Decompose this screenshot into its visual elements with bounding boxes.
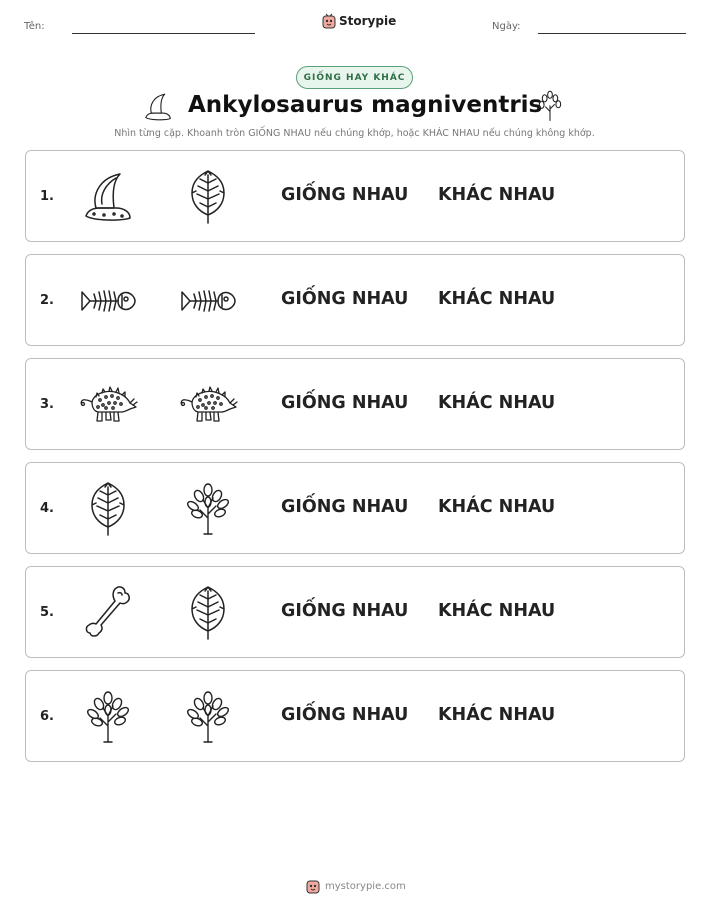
- footer-url: mystorypie.com: [325, 880, 406, 892]
- option-different[interactable]: KHÁC NHAU: [438, 185, 556, 205]
- brand-name: Storypie: [339, 14, 397, 28]
- footer: [306, 878, 406, 894]
- option-different[interactable]: KHÁC NHAU: [438, 497, 556, 517]
- option-same[interactable]: GIỐNG NHAU: [281, 185, 409, 205]
- tree-icon: [178, 479, 238, 539]
- ankylosaurus-icon: [178, 375, 238, 435]
- brand-logo: [322, 13, 396, 29]
- question-number: 2.: [40, 293, 54, 308]
- fish-skeleton-icon: [178, 271, 238, 331]
- option-different[interactable]: KHÁC NHAU: [438, 289, 556, 309]
- activity-badge: GIỐNG HAY KHÁC: [296, 66, 413, 89]
- date-label: Ngày:: [492, 21, 521, 32]
- question-number: 4.: [40, 501, 54, 516]
- leaf-icon: [78, 479, 138, 539]
- question-row: [25, 462, 685, 554]
- question-row: [25, 670, 685, 762]
- option-same[interactable]: GIỐNG NHAU: [281, 601, 409, 621]
- name-label: Tên:: [24, 21, 45, 32]
- ankylosaurus-icon: [78, 375, 138, 435]
- leaf-icon: [178, 167, 238, 227]
- dinosaur-tooth-icon: [143, 92, 173, 126]
- tree-icon: [178, 687, 238, 747]
- question-row: [25, 150, 685, 242]
- leaf-icon: [178, 583, 238, 643]
- option-same[interactable]: GIỐNG NHAU: [281, 705, 409, 725]
- storypie-logo-icon: [306, 878, 320, 894]
- question-number: 6.: [40, 709, 54, 724]
- tree-icon: [536, 90, 564, 126]
- question-row: [25, 254, 685, 346]
- question-number: 3.: [40, 397, 54, 412]
- option-same[interactable]: GIỐNG NHAU: [281, 393, 409, 413]
- option-same[interactable]: GIỐNG NHAU: [281, 497, 409, 517]
- title-row: [0, 90, 709, 124]
- question-number: 5.: [40, 605, 54, 620]
- question-number: 1.: [40, 189, 54, 204]
- bone-icon: [78, 583, 138, 643]
- name-input-line[interactable]: [72, 33, 255, 34]
- dinosaur-tooth-icon: [78, 167, 138, 227]
- date-input-line[interactable]: [538, 33, 686, 34]
- question-list: [25, 150, 685, 774]
- question-row: [25, 566, 685, 658]
- tree-icon: [78, 687, 138, 747]
- question-row: [25, 358, 685, 450]
- option-same[interactable]: GIỐNG NHAU: [281, 289, 409, 309]
- fish-skeleton-icon: [78, 271, 138, 331]
- instructions: Nhìn từng cặp. Khoanh tròn GIỐNG NHAU nếu chúng khớp, hoặc KHÁC NHAU nếu chúng không khớp.: [114, 128, 595, 139]
- option-different[interactable]: KHÁC NHAU: [438, 705, 556, 725]
- page-title: Ankylosaurus magniventris: [188, 92, 543, 118]
- option-different[interactable]: KHÁC NHAU: [438, 393, 556, 413]
- worksheet-header: [0, 0, 709, 50]
- storypie-logo-icon: [322, 13, 336, 29]
- option-different[interactable]: KHÁC NHAU: [438, 601, 556, 621]
